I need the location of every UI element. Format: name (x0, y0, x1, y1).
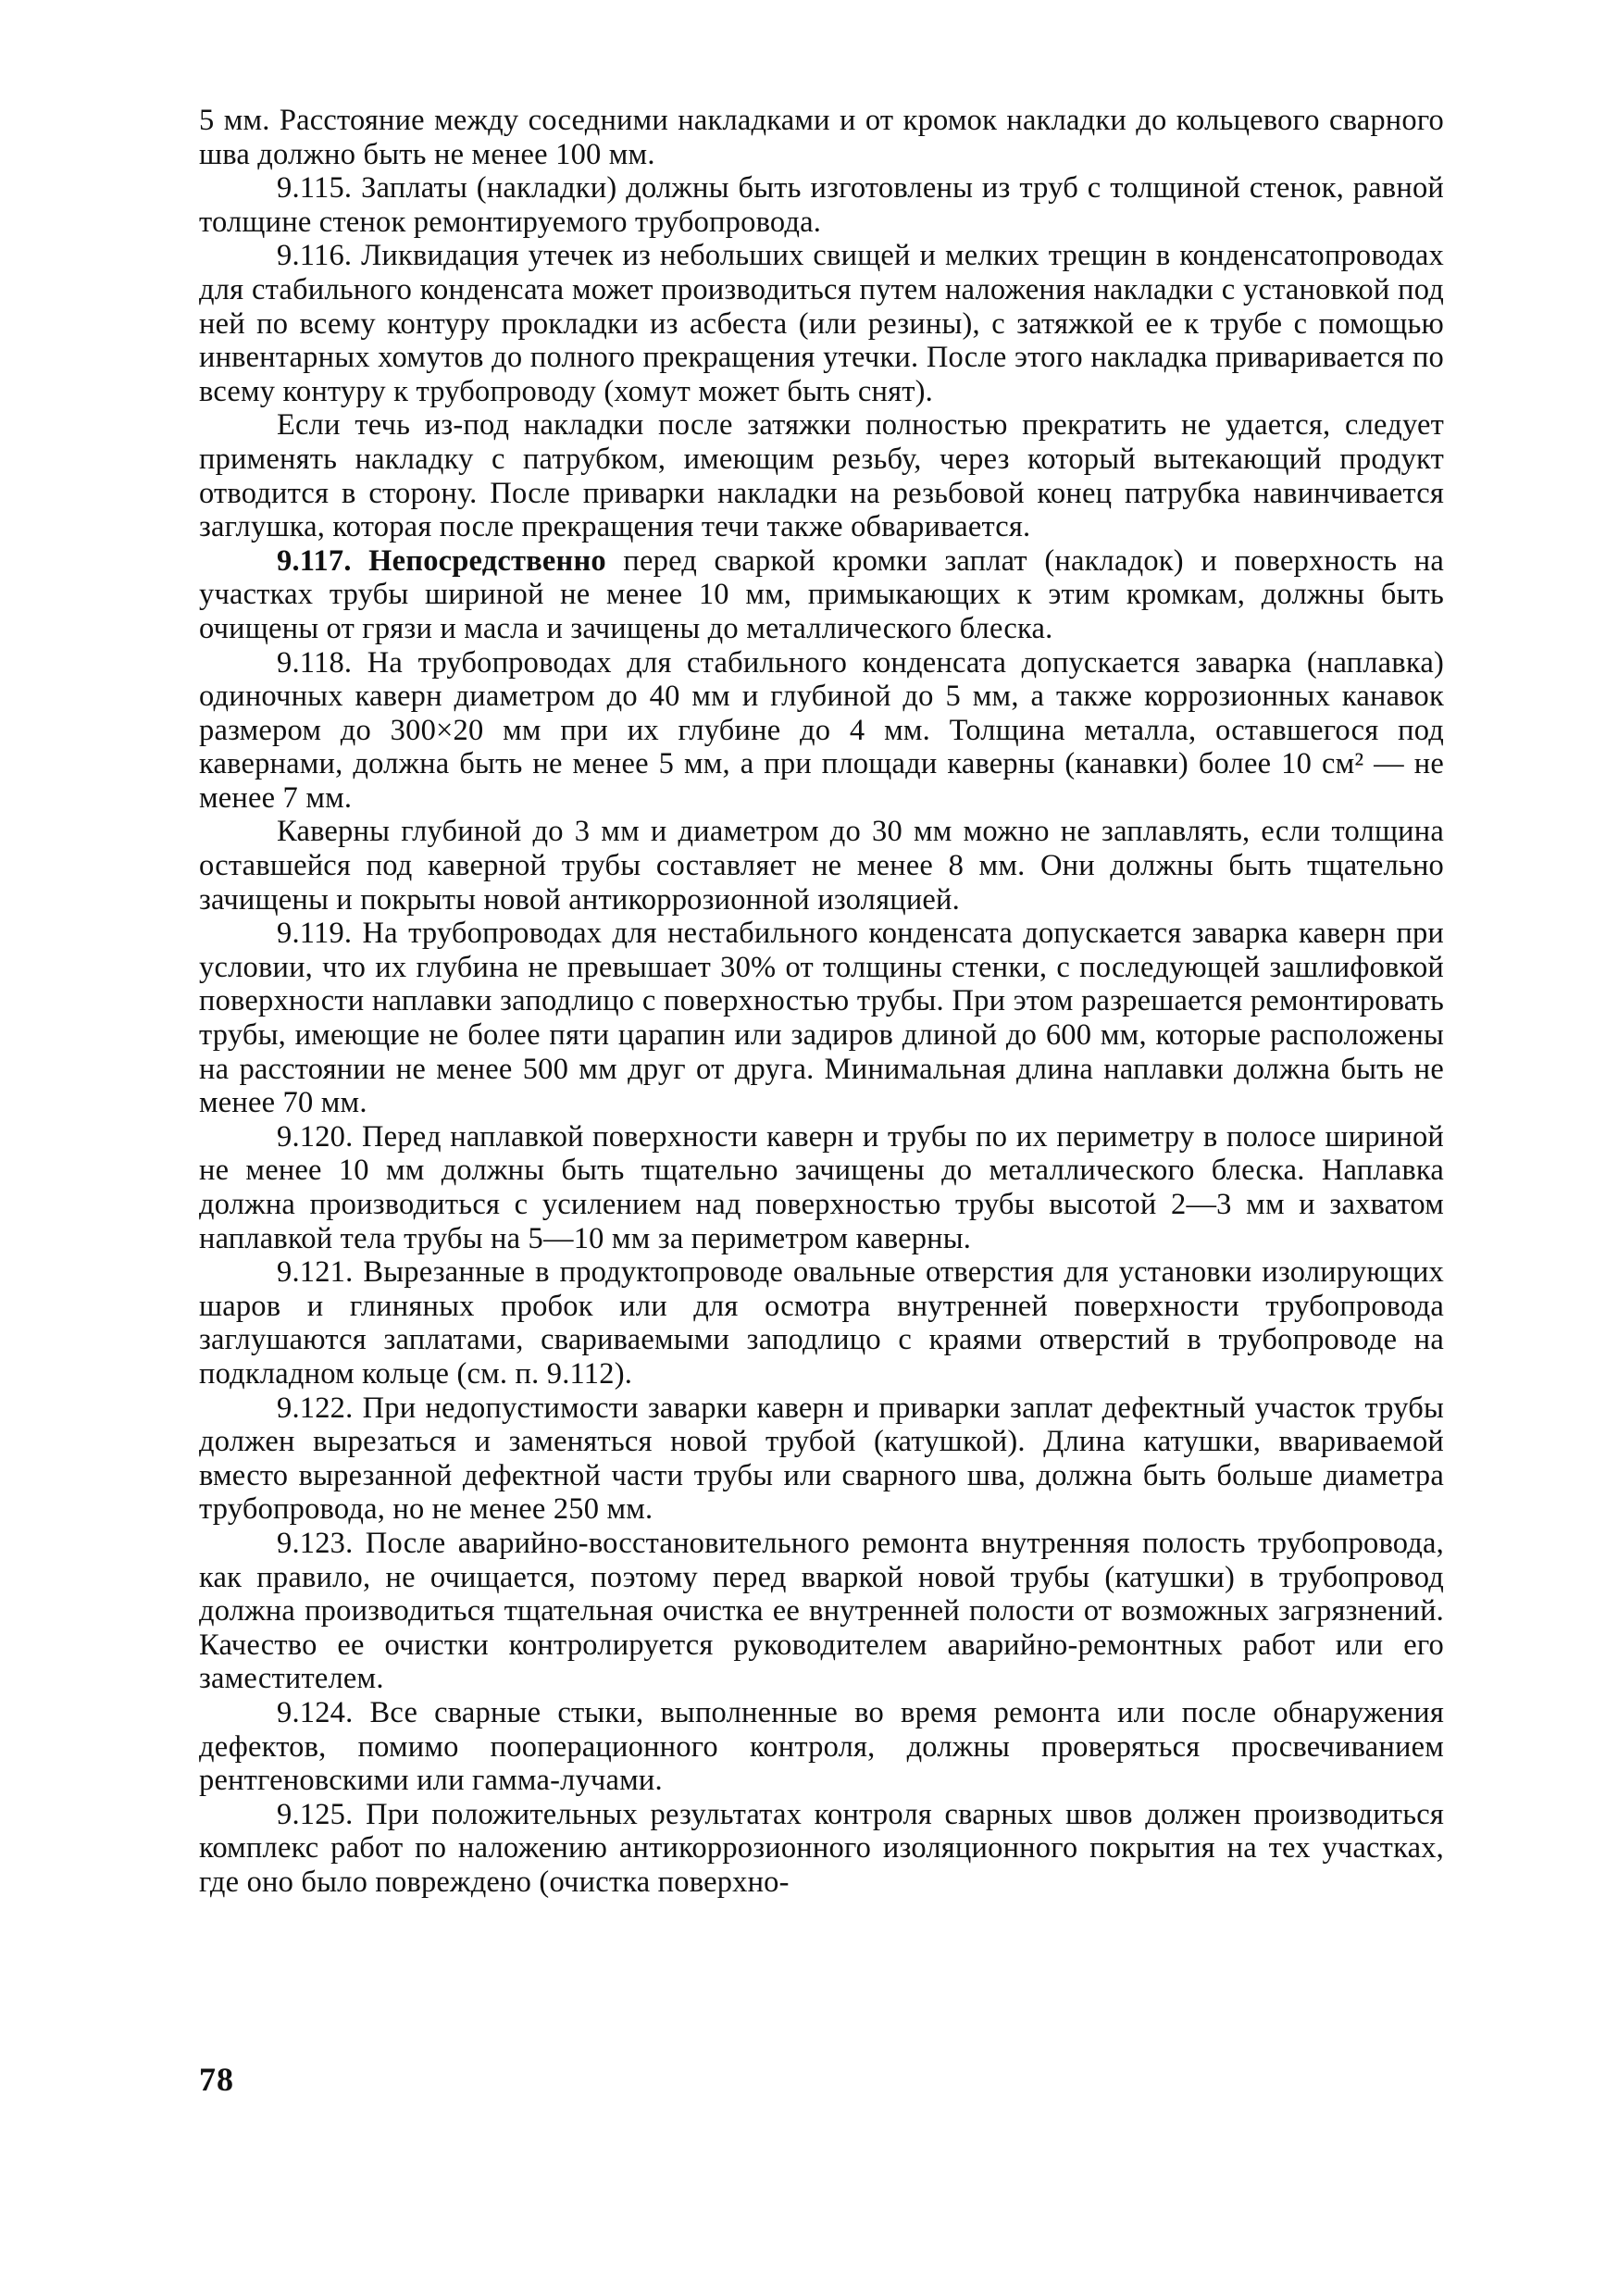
paragraph-9-125 (199, 1798, 1444, 1900)
paragraph-9-120 (199, 1120, 1444, 1255)
page-number: 78 (199, 2061, 234, 2098)
paragraph-text: перед сваркой кромки заплат (накладок) и поверхность на участках трубы шириной не менее 10 мм, примыкающих к этим кромкам, должны быть очищены от грязи и масла и зачищены до металлического блеска. (199, 543, 1445, 645)
paragraph-text: 9.115. Заплаты (накладки) должны быть изготовлены из труб с толщиной стенок, равной толщине стенок ремонтируемого трубопровода. (199, 171, 1444, 239)
body-text (199, 104, 1444, 1899)
paragraph-text: 9.125. При положительных результатах контроля сварных швов должен производиться комплекс работ по наложению антикоррозионного изоляционного покрытия на тех участках, где оно было повреждено (очистка поверхно- (199, 1797, 1444, 1899)
paragraph-continued (199, 104, 1444, 171)
paragraph-text: 9.116. Ликвидация утечек из небольших свищей и мелких трещин в конденсатопроводах для стабильного конденсата может производиться путем наложения накладки с установкой под ней по всему контуру прокладки из асбеста (или резины), с затяжкой ее к трубе с помощью инвентарных хомутов до полного прекращения утечки. После этого накладка приваривается по всему контуру к трубопроводу (хомут может быть снят). (199, 239, 1444, 408)
paragraph-9-118 (199, 646, 1444, 816)
paragraph-9-124 (199, 1696, 1444, 1798)
paragraph-text: 9.124. Все сварные стыки, выполненные во время ремонта или после обнаружения дефектов, помимо пооперационного контроля, должны проверяться просвечиванием рентгеновскими или гамма-лучами. (199, 1695, 1444, 1798)
paragraph-9-116 (199, 239, 1444, 408)
paragraph-lead: 9.117. Непосредственно (277, 543, 606, 578)
paragraph-text: 9.121. Вырезанные в продуктопроводе овальные отверстия для установки изолирующих шаров и глиняных пробок или для осмотра внутренней поверхности трубопровода заглушаются заплатами, свариваемыми заподлицо с краями отверстий в трубопроводе на подкладном кольце (см. п. 9.112). (199, 1255, 1444, 1391)
paragraph-text: 9.123. После аварийно-восстановительного ремонта внутренняя полость трубопровода, как правило, не очищается, поэтому перед вваркой новой трубы (катушки) в трубопровод должна производиться тщательная очистка ее внутренней полости от возможных загрязнений. Качество ее очистки контролируется руководителем аварийно-ремонтных работ или его заместителем. (199, 1526, 1444, 1696)
paragraph-9-117 (199, 544, 1444, 646)
paragraph-text: 9.120. Перед наплавкой поверхности каверн и трубы по их периметру в полосе шириной не менее 10 мм должны быть тщательно зачищены до металлического блеска. Наплавка должна производиться с усилением над поверхностью трубы высотой 2—3 мм и захватом наплавкой тела трубы на 5—10 мм за периметром каверны. (199, 1119, 1444, 1255)
paragraph-text: 9.119. На трубопроводах для нестабильного конденсата допускается заварка каверн при условии, что их глубина не превышает 30% от толщины стенки, с последующей зашлифовкой поверхности наплавки заподлицо с поверхностью трубы. При этом разрешается ремонтировать трубы, имеющие не более пяти царапин или задиров длиной до 600 мм, которые расположены на расстоянии не менее 500 мм друг от друга. Минимальная длина наплавки должна быть не менее 70 мм. (199, 917, 1444, 1120)
paragraph-text: Каверны глубиной до 3 мм и диаметром до 30 мм можно не заплавлять, если толщина оставшейся под каверной трубы составляет не менее 8 мм. Они должны быть тщательно зачищены и покрыты новой антикоррозионной изоляцией. (199, 815, 1444, 917)
paragraph-text: 5 мм. Расстояние между соседними накладками и от кромок накладки до кольцевого сварного шва должно быть не менее 100 мм. (199, 104, 1444, 171)
paragraph-9-122 (199, 1391, 1444, 1527)
paragraph-text: Если течь из-под накладки после затяжки полностью прекратить не удается, следует применять накладку с патрубком, имеющим резьбу, через который вытекающий продукт отводится в сторону. После приварки накладки на резьбовой конец патрубка навинчивается заглушка, которая после прекращения течи также обваривается. (199, 408, 1444, 544)
paragraph-9-115 (199, 171, 1444, 239)
paragraph-9-121 (199, 1255, 1444, 1391)
paragraph-9-116-cont (199, 408, 1444, 543)
paragraph-text: 9.122. При недопустимости заварки каверн и приварки заплат дефектный участок трубы должен вырезаться и заменяться новой трубой (катушкой). Длина катушки, ввариваемой вместо вырезанной дефектной части трубы или сварного шва, должна быть больше диаметра трубопровода, но не менее 250 мм. (199, 1391, 1444, 1527)
paragraph-9-119 (199, 917, 1444, 1120)
paragraph-text: 9.118. На трубопроводах для стабильного конденсата допускается заварка (наплавка) одиночных каверн диаметром до 40 мм и глубиной до 5 мм, а также коррозионных канавок размером до 300×20 мм при их глубине до 4 мм. Толщина металла, оставшегося под кавернами, должна быть не менее 5 мм, а при площади каверны (канавки) более 10 см² — не менее 7 мм. (199, 645, 1444, 815)
paragraph-9-118-cont (199, 815, 1444, 917)
paragraph-9-123 (199, 1527, 1444, 1696)
